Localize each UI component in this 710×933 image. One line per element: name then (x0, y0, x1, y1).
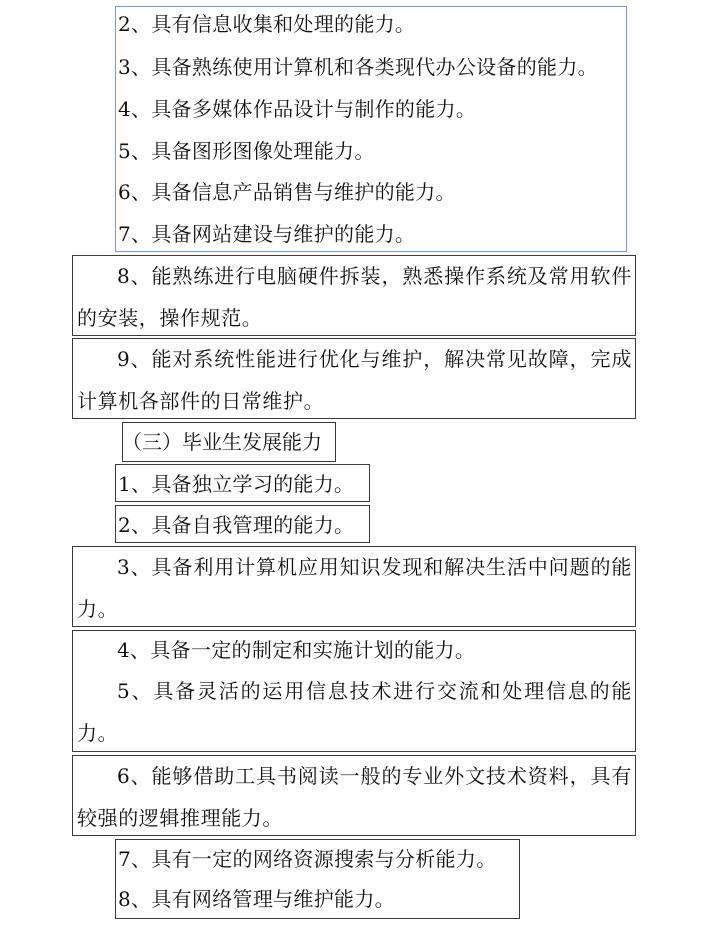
list-item: 3、具备利用计算机应用知识发现和解决生活中问题的能力。 (77, 555, 632, 621)
list-item: 4、具备一定的制定和实施计划的能力。 (117, 638, 476, 662)
list-item: 3、具备熟练使用计算机和各类现代办公设备的能力。 (118, 55, 598, 79)
list-item: 2、具备自我管理的能力。 (118, 513, 355, 537)
list-item: 9、能对系统性能进行优化与维护，解决常见故障，完成计算机各部件的日常维护。 (77, 347, 632, 413)
list-item: 7、具有一定的网络资源搜索与分析能力。 (118, 847, 497, 871)
list-item: 7、具备网站建设与维护的能力。 (118, 222, 416, 246)
skills-box-top (115, 6, 627, 252)
list-item: 2、具有信息收集和处理的能力。 (118, 12, 416, 36)
list-item: 8、能熟练进行电脑硬件拆装，熟悉操作系统及常用软件的安装，操作规范。 (77, 264, 632, 330)
list-item: 5、具备灵活的运用信息技术进行交流和处理信息的能力。 (77, 679, 632, 745)
list-item: 1、具备独立学习的能力。 (118, 472, 355, 496)
list-item: 8、具有网络管理与维护能力。 (118, 887, 395, 911)
section-heading: （三）毕业生发展能力 (122, 430, 322, 454)
list-item: 4、具备多媒体作品设计与制作的能力。 (118, 97, 477, 121)
list-item: 6、能够借助工具书阅读一般的专业外文技术资料，具有较强的逻辑推理能力。 (77, 764, 632, 830)
list-item: 6、具备信息产品销售与维护的能力。 (118, 180, 456, 204)
list-item: 5、具备图形图像处理能力。 (118, 139, 375, 163)
